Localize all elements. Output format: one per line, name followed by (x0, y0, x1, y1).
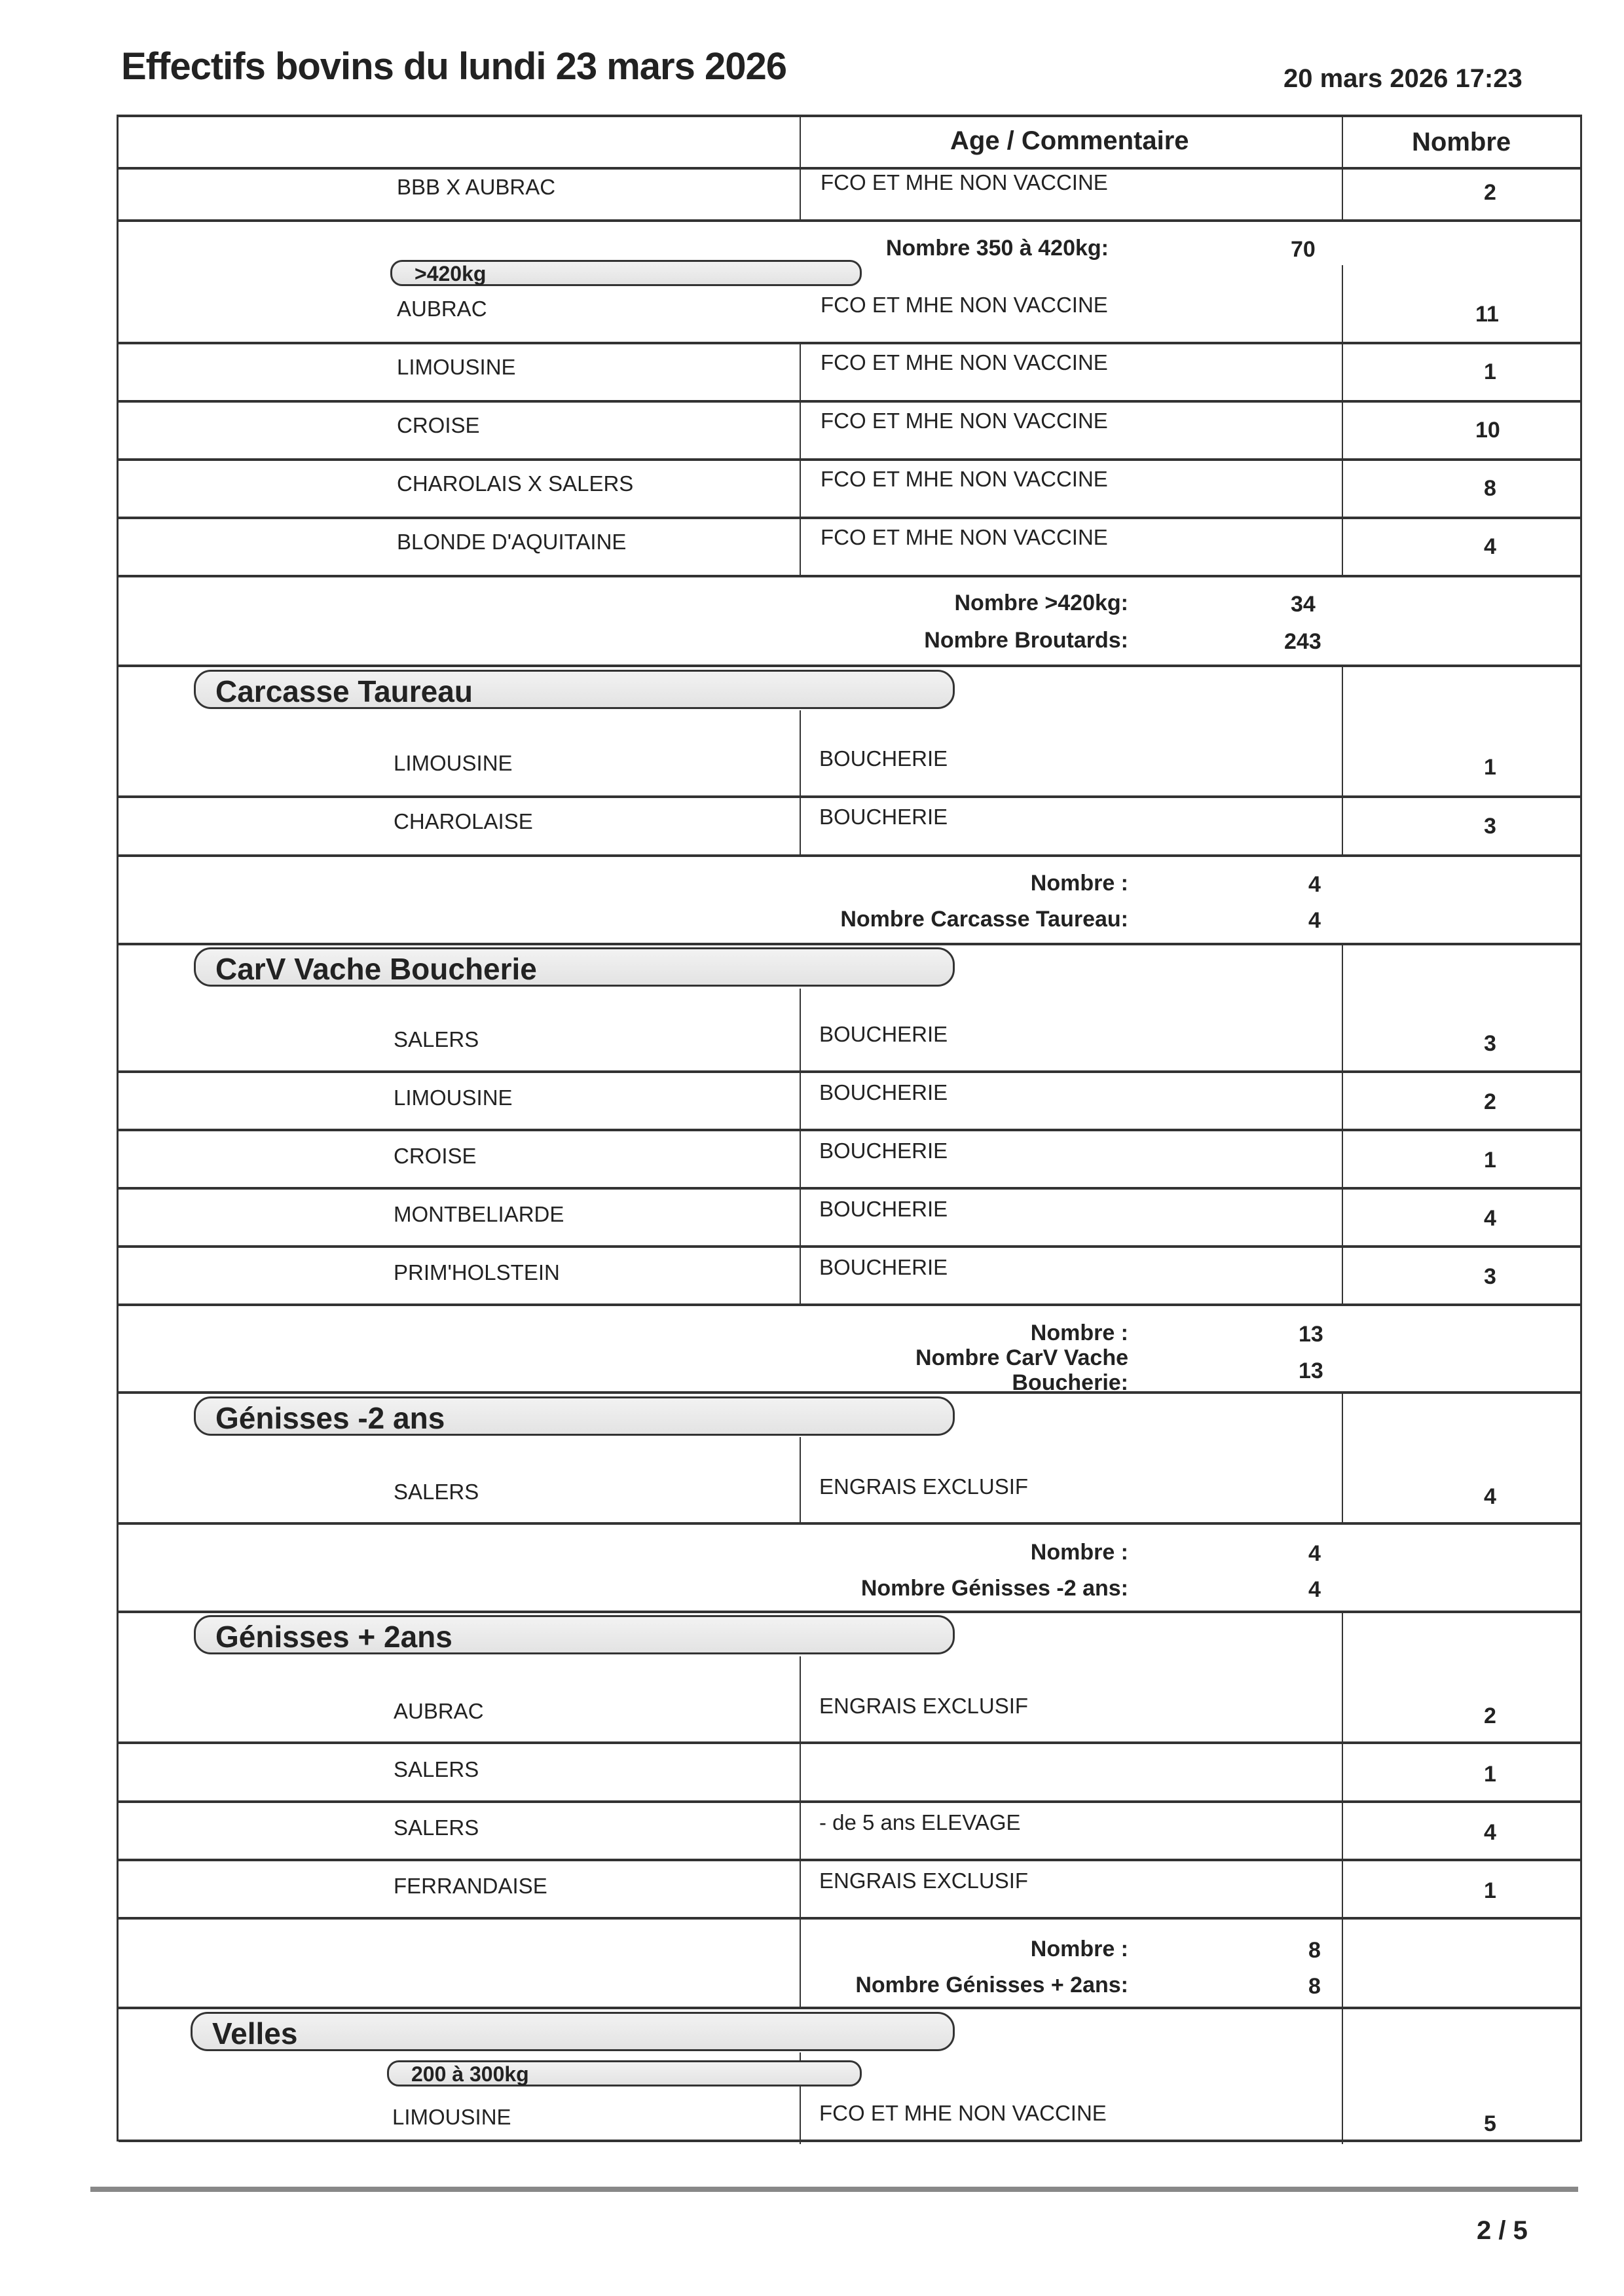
subtotal-label: Nombre 350 à 420kg: (885, 236, 1109, 261)
divider (119, 795, 1580, 798)
breed-cell: LIMOUSINE (394, 1085, 513, 1110)
count-cell: 1 (1484, 755, 1496, 780)
breed-cell: CHAROLAISE (394, 809, 533, 833)
breed-cell: LIMOUSINE (392, 2105, 511, 2129)
breed-cell: SALERS (394, 1027, 479, 1051)
subtotal-value: 8 (1308, 1938, 1321, 1963)
column-header-comment: Age / Commentaire (950, 126, 1189, 155)
divider (119, 854, 1580, 857)
total-value: 4 (1308, 1577, 1321, 1602)
count-cell: 3 (1484, 814, 1496, 839)
divider (119, 1391, 1580, 1394)
count-cell: 4 (1484, 534, 1496, 559)
column-divider (1342, 1611, 1343, 2007)
breed-cell: MONTBELIARDE (394, 1202, 564, 1226)
column-divider (1342, 665, 1343, 854)
count-cell: 4 (1484, 1484, 1496, 1509)
column-divider (800, 989, 801, 1303)
group-header-velles: Velles (191, 2012, 955, 2051)
divider (119, 1611, 1580, 1613)
total-value: 243 (1284, 629, 1321, 654)
divider (119, 167, 1580, 170)
column-divider (1342, 265, 1343, 575)
column-divider (1342, 2007, 1343, 2144)
total-label: Nombre Broutards: (924, 628, 1128, 653)
comment-cell: ENGRAIS EXCLUSIF (819, 1868, 1029, 1893)
count-cell: 1 (1484, 1148, 1496, 1173)
count-cell: 4 (1484, 1820, 1496, 1845)
report-title: Effectifs bovins du lundi 23 mars 2026 (121, 45, 786, 88)
subtotal-value: 70 (1291, 237, 1316, 262)
print-timestamp: 20 mars 2026 17:23 (1283, 64, 1522, 93)
count-cell: 1 (1484, 1762, 1496, 1787)
breed-cell: AUBRAC (397, 297, 487, 321)
divider (119, 575, 1580, 577)
subtotal-value: 4 (1308, 1541, 1321, 1566)
column-divider (1342, 115, 1343, 219)
count-cell: 1 (1484, 359, 1496, 384)
comment-cell: BOUCHERIE (819, 1022, 948, 1046)
total-value: 8 (1308, 1974, 1321, 1999)
count-cell: 5 (1484, 2111, 1496, 2136)
column-divider (1342, 943, 1343, 1303)
total-label: Nombre CarV Vache Boucherie: (915, 1345, 1128, 1395)
divider (119, 115, 1580, 117)
comment-cell: BOUCHERIE (819, 1197, 948, 1221)
column-divider (800, 1437, 801, 1522)
comment-cell: FCO ET MHE NON VACCINE (819, 2101, 1107, 2125)
divider (119, 1800, 1580, 1803)
group-header-genisses-plus-2-ans: Génisses + 2ans (194, 1615, 955, 1654)
breed-cell: LIMOUSINE (394, 751, 513, 775)
breed-cell: SALERS (394, 1757, 479, 1781)
count-cell: 1 (1484, 1878, 1496, 1903)
column-divider (800, 115, 801, 219)
comment-cell: FCO ET MHE NON VACCINE (821, 525, 1108, 549)
divider (119, 665, 1580, 667)
total-label: Nombre Génisses + 2ans: (855, 1973, 1128, 1997)
column-divider (800, 710, 801, 854)
breed-cell: PRIM'HOLSTEIN (394, 1260, 560, 1285)
comment-cell: BOUCHERIE (819, 1255, 948, 1279)
count-cell: 2 (1484, 1704, 1496, 1728)
count-cell: 8 (1484, 476, 1496, 501)
total-label: Nombre Carcasse Taureau: (840, 907, 1128, 932)
divider (119, 1129, 1580, 1131)
breed-cell: BLONDE D'AQUITAINE (397, 530, 627, 554)
group-header-genisses-moins-2-ans: Génisses -2 ans (194, 1396, 955, 1436)
divider (119, 400, 1580, 403)
divider (119, 517, 1580, 519)
subtotal-label: Nombre : (1030, 1937, 1128, 1961)
page-number: 2 / 5 (1477, 2216, 1528, 2245)
column-divider (1342, 1391, 1343, 1522)
group-header-420kg: >420kg (390, 260, 862, 286)
divider (119, 2007, 1580, 2009)
comment-cell: BOUCHERIE (819, 1080, 948, 1104)
subtotal-value: 34 (1291, 592, 1316, 617)
divider (119, 1187, 1580, 1190)
divider (119, 1917, 1580, 1920)
column-divider (800, 342, 801, 575)
total-value: 4 (1308, 908, 1321, 933)
group-header-carv-vache-boucherie: CarV Vache Boucherie (194, 947, 955, 987)
subtotal-value: 4 (1308, 872, 1321, 897)
total-value: 13 (1299, 1358, 1323, 1383)
column-header-count: Nombre (1412, 128, 1511, 156)
divider (119, 1245, 1580, 1248)
comment-cell: FCO ET MHE NON VACCINE (821, 293, 1108, 317)
breed-cell: LIMOUSINE (397, 355, 516, 379)
comment-cell: ENGRAIS EXCLUSIF (819, 1474, 1029, 1499)
column-divider (800, 1656, 801, 2007)
comment-cell: ENGRAIS EXCLUSIF (819, 1694, 1029, 1718)
subtotal-label: Nombre : (1030, 871, 1128, 896)
divider (119, 1859, 1580, 1861)
comment-cell: BOUCHERIE (819, 805, 948, 829)
subtotal-label: Nombre : (1030, 1540, 1128, 1565)
breed-cell: CROISE (397, 413, 480, 437)
count-cell: 4 (1484, 1206, 1496, 1231)
breed-cell: AUBRAC (394, 1699, 484, 1723)
divider (119, 219, 1580, 222)
count-cell: 3 (1484, 1031, 1496, 1056)
subtotal-label: Nombre : (1030, 1321, 1128, 1345)
group-header-carcasse-taureau: Carcasse Taureau (194, 670, 955, 709)
subtotal-value: 13 (1299, 1322, 1323, 1347)
comment-cell: BOUCHERIE (819, 1139, 948, 1163)
count-cell: 11 (1475, 302, 1499, 327)
comment-cell: - de 5 ans ELEVAGE (819, 1810, 1021, 1834)
breed-cell: CHAROLAIS X SALERS (397, 471, 634, 496)
breed-cell: FERRANDAISE (394, 1874, 547, 1898)
divider (119, 458, 1580, 461)
comment-cell: FCO ET MHE NON VACCINE (821, 409, 1108, 433)
count-cell: 10 (1475, 418, 1500, 443)
breed-cell: SALERS (394, 1815, 479, 1840)
footer-rule (90, 2187, 1578, 2192)
divider (119, 1741, 1580, 1744)
breed-cell: CROISE (394, 1144, 477, 1168)
total-label: Nombre Génisses -2 ans: (860, 1576, 1128, 1601)
comment-cell: BOUCHERIE (819, 746, 948, 771)
divider (119, 2140, 1580, 2142)
divider (119, 342, 1580, 344)
breed-cell: BBB X AUBRAC (397, 175, 556, 199)
comment-cell: FCO ET MHE NON VACCINE (821, 350, 1108, 374)
count-cell: 2 (1484, 180, 1496, 205)
count-cell: 3 (1484, 1264, 1496, 1289)
breed-cell: SALERS (394, 1480, 479, 1504)
comment-cell: FCO ET MHE NON VACCINE (821, 467, 1108, 491)
divider (119, 943, 1580, 945)
subtotal-label: Nombre >420kg: (954, 591, 1128, 615)
divider (119, 1070, 1580, 1073)
group-header-200-300kg: 200 à 300kg (387, 2060, 862, 2086)
divider (119, 1522, 1580, 1525)
comment-cell: FCO ET MHE NON VACCINE (821, 170, 1108, 194)
count-cell: 2 (1484, 1089, 1496, 1114)
divider (119, 1303, 1580, 1306)
livestock-table (117, 115, 1582, 2141)
